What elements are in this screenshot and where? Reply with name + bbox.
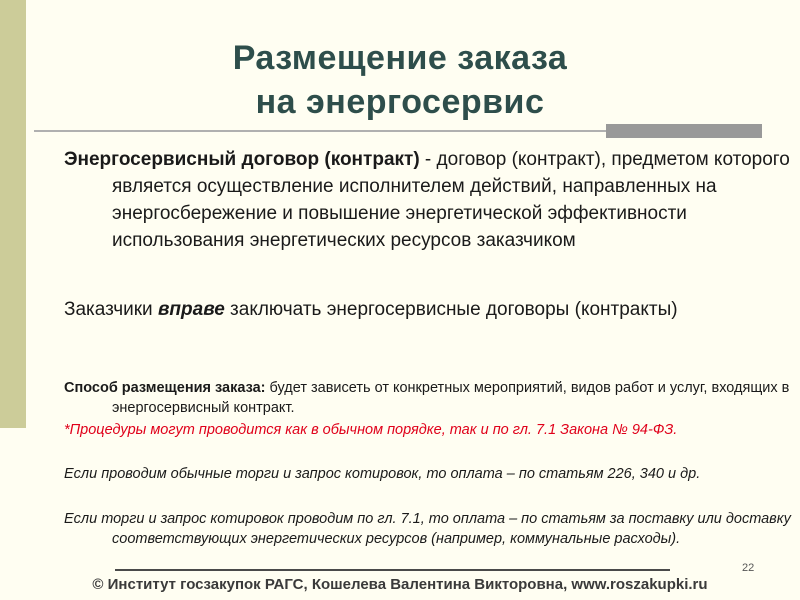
definition-term: Энергосервисный договор (контракт) [64, 149, 420, 170]
procedure-note: *Процедуры могут проводится как в обычном порядке, так и по гл. 7.1 Закона № 94-ФЗ. [64, 422, 678, 438]
customers-text-before: Заказчики [64, 299, 158, 320]
method-label: Способ размещения заказа: [64, 380, 266, 396]
title-divider-line [34, 130, 606, 132]
sidebar-decoration [0, 0, 26, 428]
title-line-2: на энергосервис [255, 83, 545, 121]
title-divider-block [606, 124, 762, 138]
page-number: 22 [742, 562, 755, 574]
method-text: будет зависеть от конкретных мероприятий, видов работ и услуг, входящих в энергосервисный контракт. [112, 380, 790, 416]
title-line-1: Размещение заказа [232, 39, 568, 77]
method-paragraph [64, 378, 800, 418]
footer-copyright: © Институт госзакупок РАГС, Кошелева Валентина Викторовна, www.roszakupki.ru [92, 576, 708, 593]
definition-text: - договор (контракт), предметом которого является осуществление исполнителем действий, направленных на энергосбережение и повышение энергетической эффективности использования энергетических ресурсов заказчиком [112, 149, 790, 251]
slide-title [40, 36, 760, 124]
customers-text-after: заключать энергосервисные договоры (контракты) [224, 299, 678, 320]
payment-condition-chapter: Если торги и запрос котировок проводим по гл. 7.1, то оплата – по статьям за поставку или доставку соответствующих энергетических ресурсов (например, коммунальные расходы). [64, 511, 791, 547]
footer-divider [115, 569, 670, 571]
payment-condition-regular: Если проводим обычные торги и запрос котировок, то оплата – по статьям 226, 340 и др. [64, 466, 701, 482]
customers-paragraph [64, 296, 800, 323]
definition-paragraph [64, 146, 800, 254]
customers-emphasis: вправе [157, 299, 225, 320]
